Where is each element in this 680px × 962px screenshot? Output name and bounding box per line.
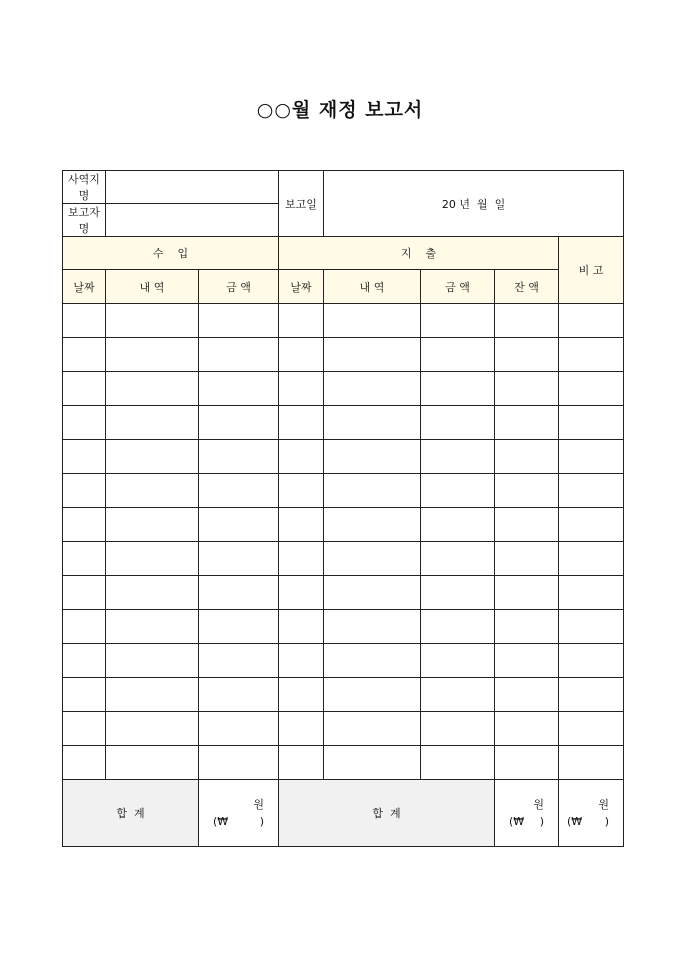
expense-item-cell[interactable] bbox=[324, 372, 421, 406]
reporter-input-cell[interactable] bbox=[106, 204, 279, 237]
entry-rows bbox=[63, 304, 624, 780]
income-item-cell[interactable] bbox=[106, 372, 199, 406]
remarks-header: 비 고 bbox=[559, 237, 624, 304]
income-date-cell[interactable] bbox=[63, 644, 106, 678]
table-row bbox=[63, 644, 624, 678]
expense-date-cell[interactable] bbox=[279, 372, 324, 406]
remarks-cell[interactable] bbox=[559, 338, 624, 372]
income-item-cell[interactable] bbox=[106, 508, 199, 542]
table-row bbox=[63, 304, 624, 338]
income-amount-cell[interactable] bbox=[199, 406, 279, 440]
finance-report-table bbox=[62, 170, 624, 847]
table-row bbox=[63, 610, 624, 644]
income-item-cell[interactable] bbox=[106, 474, 199, 508]
expense-header: 지 출 bbox=[279, 237, 559, 270]
expense-amount-cell[interactable] bbox=[421, 542, 495, 576]
income-amount-cell[interactable] bbox=[199, 576, 279, 610]
expense-date-cell[interactable] bbox=[279, 576, 324, 610]
income-amount-header: 금 액 bbox=[199, 270, 279, 304]
expense-item-cell[interactable] bbox=[324, 644, 421, 678]
expense-item-cell[interactable] bbox=[324, 678, 421, 712]
table-row bbox=[63, 474, 624, 508]
income-date-cell[interactable] bbox=[63, 610, 106, 644]
income-amount-cell[interactable] bbox=[199, 474, 279, 508]
expense-amount-cell[interactable] bbox=[421, 440, 495, 474]
table-row bbox=[63, 576, 624, 610]
remarks-cell[interactable] bbox=[559, 304, 624, 338]
income-total-label: 합 계 bbox=[63, 780, 199, 847]
expense-item-cell[interactable] bbox=[324, 610, 421, 644]
income-date-cell[interactable] bbox=[63, 746, 106, 780]
table-row bbox=[63, 712, 624, 746]
expense-date-cell[interactable] bbox=[279, 746, 324, 780]
balance-cell[interactable] bbox=[495, 610, 559, 644]
income-date-cell[interactable] bbox=[63, 678, 106, 712]
table-row bbox=[63, 440, 624, 474]
remarks-cell[interactable] bbox=[559, 610, 624, 644]
income-item-cell[interactable] bbox=[106, 712, 199, 746]
currency-close: ) bbox=[539, 815, 544, 828]
income-date-cell[interactable] bbox=[63, 542, 106, 576]
expense-amount-cell[interactable] bbox=[421, 474, 495, 508]
page-title: ○○월 재정 보고서 bbox=[256, 99, 424, 121]
balance-cell[interactable] bbox=[495, 338, 559, 372]
expense-date-header: 날짜 bbox=[279, 270, 324, 304]
expense-amount-cell[interactable] bbox=[421, 644, 495, 678]
balance-cell[interactable] bbox=[495, 576, 559, 610]
expense-date-cell[interactable] bbox=[279, 304, 324, 338]
expense-amount-header: 금 액 bbox=[421, 270, 495, 304]
won-unit: 원 bbox=[598, 798, 610, 811]
income-date-cell[interactable] bbox=[63, 712, 106, 746]
balance-cell[interactable] bbox=[495, 678, 559, 712]
table-row bbox=[63, 542, 624, 576]
expense-amount-cell[interactable] bbox=[421, 712, 495, 746]
income-date-cell[interactable] bbox=[63, 576, 106, 610]
income-total-amount[interactable] bbox=[199, 780, 279, 847]
income-item-cell[interactable] bbox=[106, 406, 199, 440]
balance-cell[interactable] bbox=[495, 746, 559, 780]
expense-amount-cell[interactable] bbox=[421, 746, 495, 780]
income-amount-cell[interactable] bbox=[199, 746, 279, 780]
income-item-cell[interactable] bbox=[106, 678, 199, 712]
income-amount-cell[interactable] bbox=[199, 644, 279, 678]
expense-date-cell[interactable] bbox=[279, 610, 324, 644]
balance-total-amount[interactable] bbox=[559, 780, 624, 847]
expense-amount-cell[interactable] bbox=[421, 372, 495, 406]
expense-item-cell[interactable] bbox=[324, 746, 421, 780]
expense-item-cell[interactable] bbox=[324, 304, 421, 338]
expense-date-cell[interactable] bbox=[279, 474, 324, 508]
expense-item-cell[interactable] bbox=[324, 474, 421, 508]
income-date-cell[interactable] bbox=[63, 338, 106, 372]
report-date-label: 보고일 bbox=[279, 171, 324, 237]
income-date-cell[interactable] bbox=[63, 474, 106, 508]
income-amount-cell[interactable] bbox=[199, 678, 279, 712]
expense-date-cell[interactable] bbox=[279, 712, 324, 746]
expense-amount-cell[interactable] bbox=[421, 576, 495, 610]
currency-close: ) bbox=[259, 815, 264, 828]
expense-item-cell[interactable] bbox=[324, 576, 421, 610]
income-amount-cell[interactable] bbox=[199, 542, 279, 576]
balance-cell[interactable] bbox=[495, 474, 559, 508]
expense-item-cell[interactable] bbox=[324, 338, 421, 372]
income-item-cell[interactable] bbox=[106, 610, 199, 644]
income-item-cell[interactable] bbox=[106, 304, 199, 338]
remarks-cell[interactable] bbox=[559, 712, 624, 746]
income-item-cell[interactable] bbox=[106, 338, 199, 372]
expense-amount-cell[interactable] bbox=[421, 610, 495, 644]
remarks-cell[interactable] bbox=[559, 440, 624, 474]
income-amount-cell[interactable] bbox=[199, 610, 279, 644]
income-item-cell[interactable] bbox=[106, 542, 199, 576]
currency-open: (₩ bbox=[213, 815, 229, 828]
balance-cell[interactable] bbox=[495, 542, 559, 576]
expense-total-amount[interactable] bbox=[495, 780, 559, 847]
remarks-cell[interactable] bbox=[559, 474, 624, 508]
income-header: 수 입 bbox=[63, 237, 279, 270]
balance-cell[interactable] bbox=[495, 440, 559, 474]
expense-total-label: 합 계 bbox=[279, 780, 495, 847]
income-date-cell[interactable] bbox=[63, 440, 106, 474]
table-row bbox=[63, 508, 624, 542]
expense-item-cell[interactable] bbox=[324, 542, 421, 576]
income-amount-cell[interactable] bbox=[199, 372, 279, 406]
expense-date-cell[interactable] bbox=[279, 338, 324, 372]
table-row bbox=[63, 372, 624, 406]
income-item-cell[interactable] bbox=[106, 746, 199, 780]
balance-cell[interactable] bbox=[495, 712, 559, 746]
income-amount-cell[interactable] bbox=[199, 338, 279, 372]
remarks-cell[interactable] bbox=[559, 542, 624, 576]
income-amount-cell[interactable] bbox=[199, 304, 279, 338]
income-date-cell[interactable] bbox=[63, 508, 106, 542]
income-date-cell[interactable] bbox=[63, 372, 106, 406]
region-label: 사역지명 bbox=[63, 171, 106, 204]
expense-date-cell[interactable] bbox=[279, 406, 324, 440]
income-date-cell[interactable] bbox=[63, 406, 106, 440]
expense-item-cell[interactable] bbox=[324, 712, 421, 746]
balance-cell[interactable] bbox=[495, 304, 559, 338]
report-date-value[interactable]: 20 년 월 일 bbox=[324, 171, 624, 237]
remarks-cell[interactable] bbox=[559, 746, 624, 780]
income-amount-cell[interactable] bbox=[199, 440, 279, 474]
table-row bbox=[63, 746, 624, 780]
balance-cell[interactable] bbox=[495, 508, 559, 542]
currency-open: (₩ bbox=[509, 815, 525, 828]
table-row bbox=[63, 406, 624, 440]
remarks-cell[interactable] bbox=[559, 644, 624, 678]
won-unit: 원 bbox=[533, 798, 544, 811]
expense-amount-cell[interactable] bbox=[421, 406, 495, 440]
expense-amount-cell[interactable] bbox=[421, 508, 495, 542]
income-amount-cell[interactable] bbox=[199, 712, 279, 746]
balance-cell[interactable] bbox=[495, 372, 559, 406]
income-item-cell[interactable] bbox=[106, 644, 199, 678]
balance-cell[interactable] bbox=[495, 406, 559, 440]
table-row bbox=[63, 338, 624, 372]
balance-cell[interactable] bbox=[495, 644, 559, 678]
currency-close: ) bbox=[604, 815, 610, 828]
reporter-label: 보고자명 bbox=[63, 204, 106, 237]
expense-date-cell[interactable] bbox=[279, 440, 324, 474]
expense-amount-cell[interactable] bbox=[421, 304, 495, 338]
income-date-header: 날짜 bbox=[63, 270, 106, 304]
expense-amount-cell[interactable] bbox=[421, 338, 495, 372]
expense-item-cell[interactable] bbox=[324, 508, 421, 542]
expense-amount-cell[interactable] bbox=[421, 678, 495, 712]
won-unit: 원 bbox=[253, 798, 264, 811]
income-amount-cell[interactable] bbox=[199, 508, 279, 542]
remarks-cell[interactable] bbox=[559, 576, 624, 610]
expense-item-header: 내 역 bbox=[324, 270, 421, 304]
remarks-cell[interactable] bbox=[559, 372, 624, 406]
remarks-cell[interactable] bbox=[559, 508, 624, 542]
income-item-header: 내 역 bbox=[106, 270, 199, 304]
balance-header: 잔 액 bbox=[495, 270, 559, 304]
income-item-cell[interactable] bbox=[106, 440, 199, 474]
income-date-cell[interactable] bbox=[63, 304, 106, 338]
expense-date-cell[interactable] bbox=[279, 542, 324, 576]
region-input-cell[interactable] bbox=[106, 171, 279, 204]
remarks-cell[interactable] bbox=[559, 406, 624, 440]
expense-date-cell[interactable] bbox=[279, 508, 324, 542]
expense-date-cell[interactable] bbox=[279, 644, 324, 678]
remarks-cell[interactable] bbox=[559, 678, 624, 712]
table-row bbox=[63, 678, 624, 712]
expense-date-cell[interactable] bbox=[279, 678, 324, 712]
currency-open: (₩ bbox=[567, 815, 583, 828]
expense-item-cell[interactable] bbox=[324, 406, 421, 440]
income-item-cell[interactable] bbox=[106, 576, 199, 610]
expense-item-cell[interactable] bbox=[324, 440, 421, 474]
